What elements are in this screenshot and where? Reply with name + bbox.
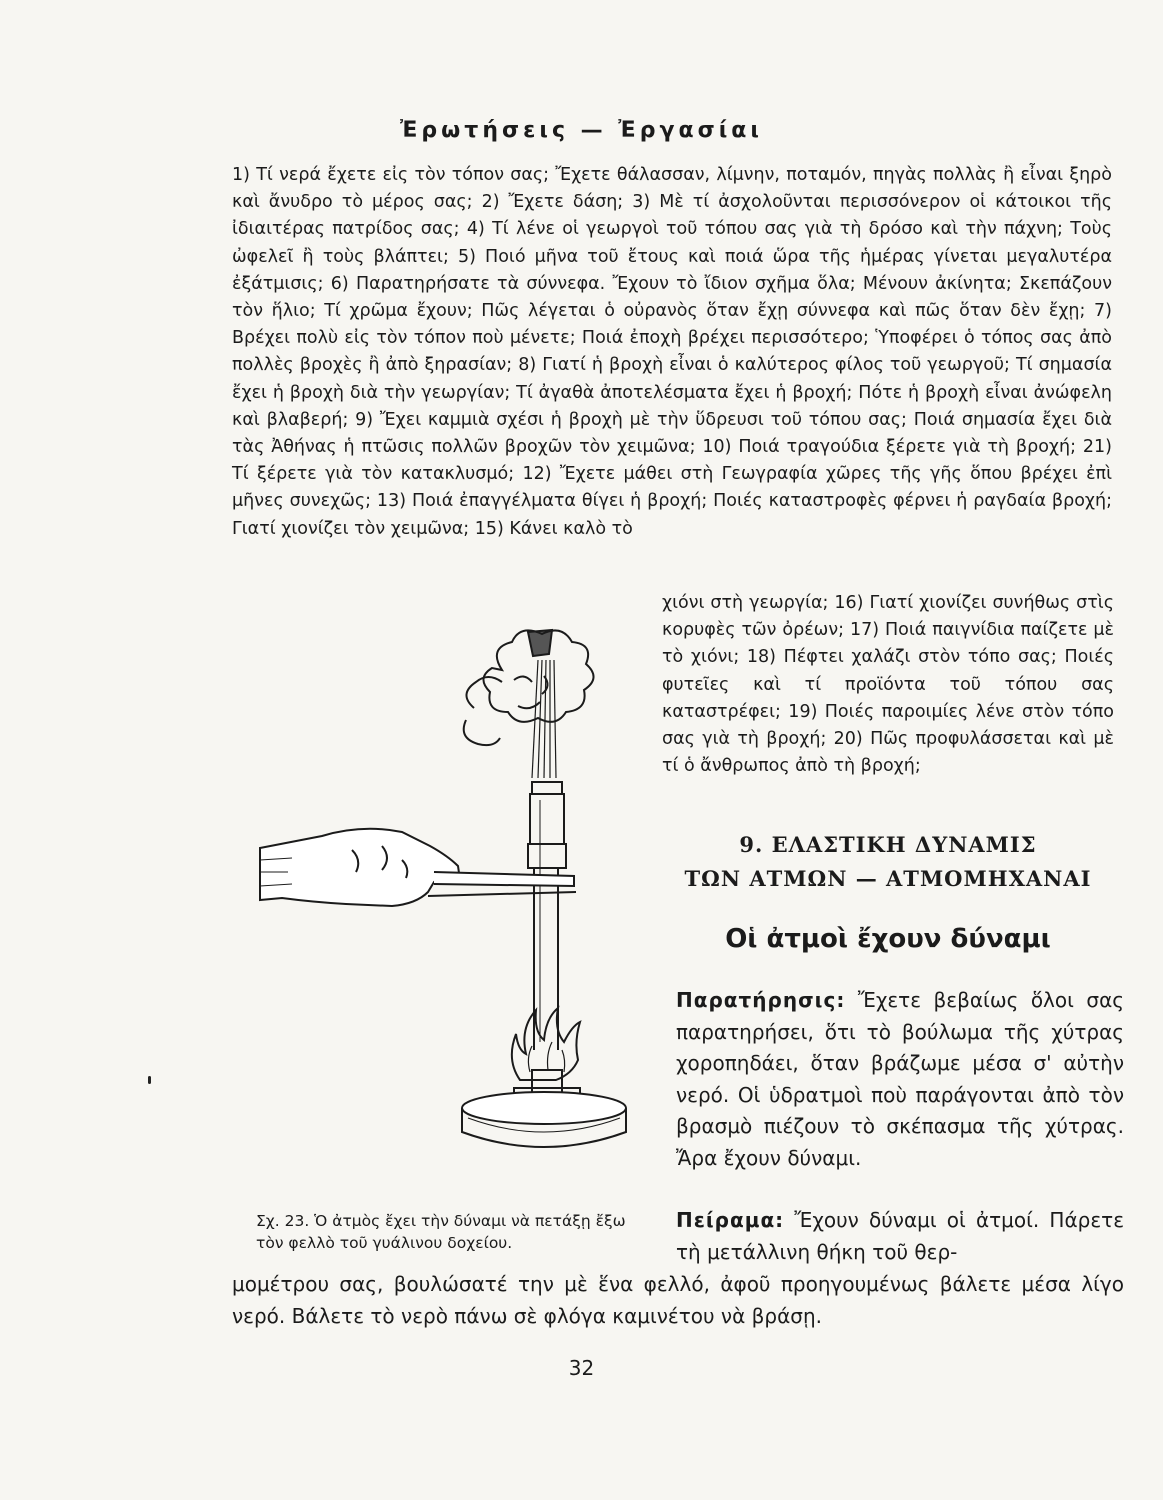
- observation-text: Ἔχετε βεβαίως ὅλοι σας παρατηρήσει, ὅτι τὸ βούλωμα τῆς χύτρας χοροπηδάει, ὅταν βράζωμε μέσα σ' αὐτὴν νερό. Οἱ ὑδρατμοὶ ποὺ παράγονται ἀπὸ τὸν βρασμὸ πιέζουν τὸ σκέπασμα τῆς χύτρας. Ἄρα ἔχουν δύναμι.: [676, 988, 1124, 1170]
- questions-text-continued: χιόνι στὴ γεωργία; 16) Γιατί χιονίζει συνήθως στὶς κορυφὲς τῶν ὀρέων; 17) Ποιά παιγνίδια παίζετε μὲ τὸ χιόνι; 18) Πέφτει χαλάζι στὸν τόπο σας; Ποιές φυτεῖες καὶ τί προϊόντα τοῦ τόπου σας καταστρέφει; 19) Ποιές παροιμίες λένε στὸν τόπο σας γιὰ τὴ βροχή; 20) Πῶς προφυλάσσεται καὶ μὲ τί ὁ ἄνθρωπος ἀπὸ τὴ βροχή;: [662, 593, 1114, 777]
- questions-title: Ἐρωτήσεις — Ἐργασίαι: [400, 118, 763, 143]
- section-title: [662, 828, 1114, 896]
- page-number: 32: [568, 1356, 595, 1380]
- experiment-label: Πείραμα:: [676, 1208, 785, 1232]
- experiment-text-continued: μομέτρου σας, βουλώσατέ την μὲ ἕνα φελλό, ἀφοῦ προηγουμένως βάλετε μέσα λίγο νερό. Βάλετε τὸ νερὸ πάνω σὲ φλόγα καμινέτου νὰ βράσῃ.: [232, 1272, 1124, 1328]
- section-subheading: Οἱ ἀτμοὶ ἔχουν δύναμι: [725, 924, 1051, 954]
- glass-tube-icon: [528, 782, 566, 1050]
- print-speck: [148, 1076, 151, 1084]
- observation-label: Παρατήρησις:: [676, 988, 846, 1012]
- burner-icon: [462, 1070, 626, 1147]
- section-title-line1: 9. ΕΛΑΣΤΙΚΗ ΔΥΝΑΜΙΣ: [739, 832, 1037, 857]
- section-title-line2: ΤΩΝ ΑΤΜΩΝ — ΑΤΜΟΜΗΧΑΝΑΙ: [684, 866, 1092, 891]
- steam-cloud-icon: [464, 630, 594, 745]
- observation-paragraph: [676, 985, 1124, 1175]
- figure-caption: Σχ. 23. Ὁ ἀτμὸς ἔχει τὴν δύναμι νὰ πετάξῃ ἔξω τὸν φελλὸ τοῦ γυάλινου δοχείου.: [256, 1212, 626, 1252]
- questions-text: 1) Τί νερά ἔχετε εἰς τὸν τόπον σας; Ἔχετε θάλασσαν, λίμνην, ποταμόν, πηγὰς πολλὰς ἢ εἶναι ξηρὸ καὶ ἄνυδρο τὸ μέρος σας; 2) Ἔχετε δάση; 3) Μὲ τί ἀσχολοῦνται περισσόνερον οἱ κάτοικοι τῆς ἰδιαιτέρας πατρίδος σας; 4) Τί λένε οἱ γεωργοὶ τοῦ τόπου σας γιὰ τὴ δρόσο καὶ τὴν πάχνη; Τοὺς ὠφελεῖ ἢ τοὺς βλάπτει; 5) Ποιό μῆνα τοῦ ἔτους καὶ ποιά ὥρα τῆς ἡμέρας γίνεται μεγαλυτέρα ἐξάτμισις; 6) Παρατηρήσατε τὰ σύννεφα. Ἔχουν τὸ ἴδιον σχῆμα ὅλα; Μένουν ἀκίνητα; Σκεπάζουν τὸν ἥλιο; Τί χρῶμα ἔχουν; Πῶς λέγεται ὁ οὐρανὸς ὅταν ἔχῃ σύννεφα καὶ πῶς ὅταν δὲν ἔχῃ; 7) Βρέχει πολὺ εἰς τὸν τόπον ποὺ μένετε; Ποιά ἐποχὴ βρέχει περισσότερο; Ὑποφέρει ὁ τόπος σας ἀπὸ πολλὲς βροχὲς ἢ ἀπὸ ξηρασίαν; 8) Γιατί ἡ βροχὴ εἶναι ὁ καλύτερος φίλος τοῦ γεωργοῦ; Τί σημασία ἔχει ἡ βροχὴ διὰ τὴν γεωργίαν; Τί ἀγαθὰ ἀποτελέσματα ἔχει ἡ βροχή; Πότε ἡ βροχὴ εἶναι ἀνώφελη καὶ βλαβερή; 9) Ἔχει καμμιὰ σχέσι ἡ βροχὴ μὲ τὴν ὕδρευσι τοῦ τόπου σας; Ποιά σημασία ἔχει διὰ τὰς Ἀθήνας ἡ πτῶσις πολλῶν βροχῶν τὸν χειμῶνα; 10) Ποιά τραγούδια ξέρετε γιὰ τὴ βροχή; 21) Τί ξέρετε γιὰ τὸν κατακλυσμό; 12) Ἔχετε μάθει στὴ Γεωγραφία χῶρες τῆς γῆς ὅπου βρέχει ἐπὶ μῆνες συνεχῶς; 13) Ποιά ἐπαγγέλματα θίγει ἡ βροχή; Ποιές καταστροφὲς φέρνει ἡ ραγδαία βροχή; Γιατί χιονίζει τὸν χειμῶνα; 15) Κάνει καλὸ τὸ: [232, 165, 1112, 539]
- steam-jet-icon: [532, 660, 556, 778]
- experiment-text-start: Ἔχουν δύναμι οἱ ἀτμοί. Πάρετε τὴ μετάλλινη θήκη τοῦ θερ-: [676, 1208, 1125, 1264]
- steam-experiment-illustration: [252, 610, 657, 1155]
- experiment-paragraph: [676, 1205, 1124, 1268]
